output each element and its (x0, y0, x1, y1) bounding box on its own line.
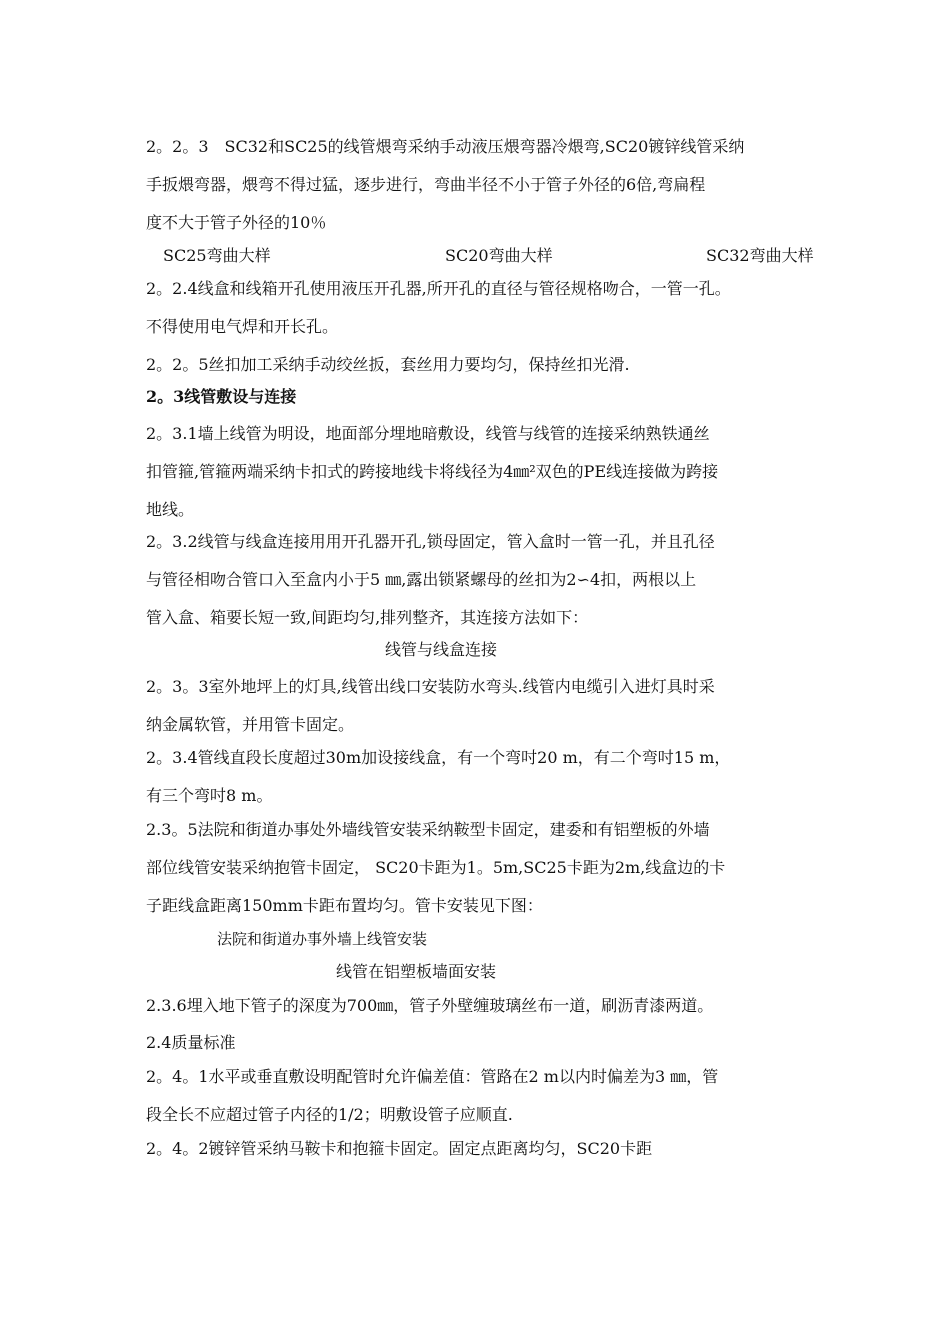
figure-caption-aluminum-panel: 线管在铝塑板墙面安装 (336, 962, 497, 981)
text-line: 2。3.4管线直段长度超过30m加设接线盒，有一个弯吋20 m，有二个弯吋15 m， (146, 748, 731, 767)
text-line: 地线。 (146, 500, 195, 519)
figure-caption-box-connection: 线管与线盒连接 (385, 640, 498, 659)
text-line: 2。3.2线管与线盒连接用用开孔器开孔,锁母固定，管入盒时一管一孔，并且孔径 (146, 532, 715, 551)
text-line: 2。2.4线盒和线箱开孔使用液压开孔器,所开孔的直径与管径规格吻合，一管一孔。 (146, 279, 731, 298)
text-line: 2.4质量标准 (146, 1033, 236, 1052)
text-line: 2.3.6埋入地下管子的深度为700㎜，管子外壁缠玻璃丝布一道，刷沥青漆两道。 (146, 996, 714, 1015)
text-line: 手扳煨弯器，煨弯不得过猛，逐步进行，弯曲半径不小于管子外径的6倍,弯扁程 (146, 175, 706, 194)
text-line: 管入盒、箱要长短一致,间距均匀,排列整齐，其连接方法如下： (146, 608, 589, 627)
text-line: 2。2。5丝扣加工采纳手动绞丝扳，套丝用力要均匀，保持丝扣光滑. (146, 355, 630, 374)
figure-caption-outer-wall: 法院和街道办事外墙上线管安装 (217, 930, 428, 948)
text-line: 2。4。1水平或垂直敷设明配管时允许偏差值：管路在2 m以内时偏差为3 ㎜，管 (146, 1067, 719, 1086)
text-line: 扣管箍,管箍两端采纳卡扣式的跨接地线卡将线径为4㎜²双色的PE线连接做为跨接 (146, 462, 719, 481)
text-line: 2。3.1墙上线管为明设，地面部分埋地暗敷设，线管与线管的连接采纳熟铁通丝 (146, 424, 710, 443)
text-line: 2。3。3室外地坪上的灯具,线管出线口安装防水弯头.线管内电缆引入进灯具时采 (146, 677, 715, 696)
text-line: 段全长不应超过管子内径的1/2；明敷设管子应顺直. (146, 1105, 513, 1124)
figure-caption-sc25: SC25弯曲大样 (163, 246, 271, 265)
text-line: 纳金属软管，并用管卡固定。 (146, 715, 355, 734)
text-line: 子距线盒距离150mm卡距布置均匀。管卡安装见下图： (146, 896, 543, 915)
text-line: 与管径相吻合管口入至盒内小于5 ㎜,露出锁紧螺母的丝扣为2∽4扣，两根以上 (146, 570, 697, 589)
figure-caption-sc32: SC32弯曲大样 (706, 246, 814, 265)
text-line: 部位线管安装采纳抱管卡固定， SC20卡距为1。5m,SC25卡距为2m,线盒边的卡 (146, 858, 726, 877)
text-line: 有三个弯吋8 m。 (146, 786, 273, 805)
text-line: 度不大于管子外径的10％ (146, 213, 327, 232)
text-line: 2.3。5法院和街道办事处外墙线管安装采纳鞍型卡固定，建委和有铝塑板的外墙 (146, 820, 710, 839)
text-line: 2。4。2镀锌管采纳马鞍卡和抱箍卡固定。固定点距离均匀，SC20卡距 (146, 1139, 653, 1158)
text-line: 2。2。3 SC32和SC25的线管煨弯采纳手动液压煨弯器冷煨弯,SC20镀锌线管采纳 (146, 137, 745, 156)
figure-caption-sc20: SC20弯曲大样 (445, 246, 553, 265)
section-heading: 2。3线管敷设与连接 (146, 387, 297, 406)
text-line: 不得使用电气焊和开长孔。 (146, 317, 339, 336)
